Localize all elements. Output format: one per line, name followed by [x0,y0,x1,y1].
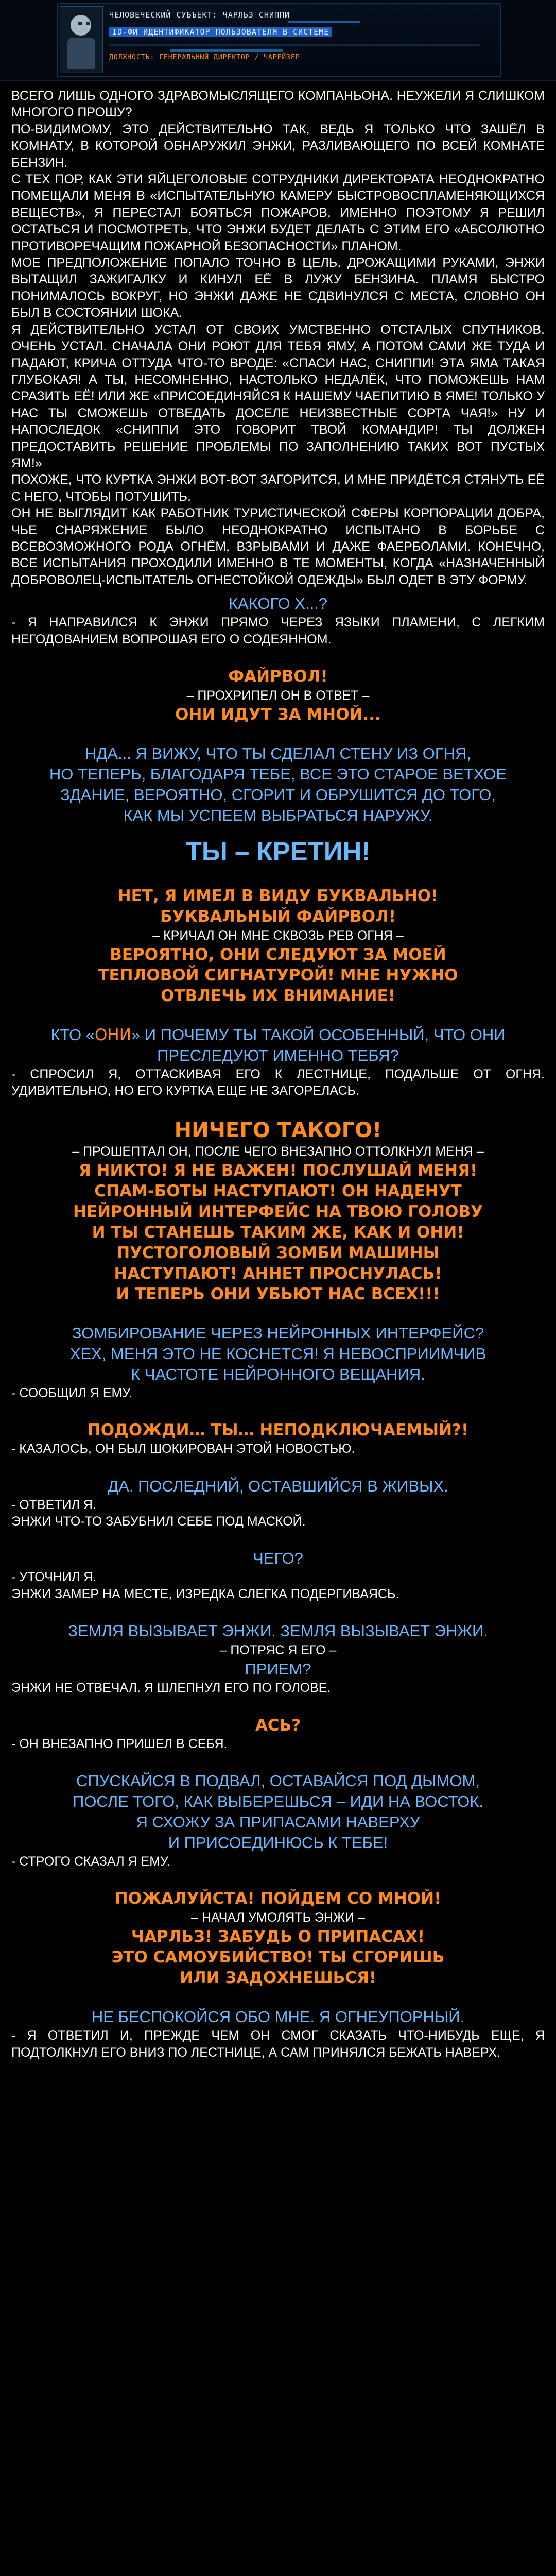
snippy-line: К ЧАСТОТЕ НЕЙРОННОГО ВЕЩАНИЯ. [131,1365,425,1383]
narration: ЭНЖИ ЗАМЕР НА МЕСТЕ, ИЗРЕДКА СЛЕГКА ПОДЕРГИВАЯСЬ. [11,1586,399,1601]
narration: - Я НАПРАВИЛСЯ К ЭНЖИ ПРЯМО ЧЕРЕЗ ЯЗЫКИ ПЛАМЕНИ, С ЛЕГКИМ НЕГОДОВАНИЕМ ВОПРОШАЯ ЕГО О СОДЕЯННОМ. [11,615,545,647]
snippy-text: » И ПОЧЕМУ ТЫ ТАКОЙ ОСОБЕННЫЙ, ЧТО ОНИ [131,1026,506,1044]
snippy-line: ДА. ПОСЛЕДНИЙ, ОСТАВШИЙСЯ В ЖИВЫХ. [108,1477,448,1495]
narration-tag: – ПРОХРИПЕЛ ОН В ОТВЕТ – [186,688,370,703]
they-highlight: ОНИ [95,1026,131,1044]
narration-tag: – ПРОШЕПТАЛ ОН, ПОСЛЕ ЧЕГО ВНЕЗАПНО ОТТОЛКНУЛ МЕНЯ – [72,1144,484,1159]
snippy-line: ЗЕМЛЯ ВЫЗЫВАЕТ ЭНЖИ. ЗЕМЛЯ ВЫЗЫВАЕТ ЭНЖИ. [68,1622,488,1640]
snippy-line: ПОСЛЕ ТОГО, КАК ВЫБЕРЕШЬСЯ – ИДИ НА ВОСТОК. [73,1792,483,1811]
paragraph: МОЕ ПРЕДПОЛОЖЕНИЕ ПОПАЛО ТОЧНО В ЦЕЛЬ. ДРОЖАЩИМИ РУКАМИ, ЭНЖИ ВЫТАЩИЛ ЗАЖИГАЛКУ И КИНУЛ ЕЁ В ЛУЖУ БЕНЗИНА. ПЛАМЯ БЫСТРО ПОНИМАЛОСЬ ВОКРУГ, НО ЭНЖИ ДАЖЕ НЕ СДВИНУЛСЯ С МЕСТА, СЛОВНО ОН БЫЛ В СОСТОЯНИИ ШОКА. [11,256,545,320]
story-content [0,81,556,2061]
narration: - УТОЧНИЛ Я. [11,1570,97,1585]
narration-tag: – КРИЧАЛ ОН МНЕ СКВОЗЬ РЕВ ОГНЯ – [152,928,404,943]
snippy-line: ХЕХ, МЕНЯ ЭТО НЕ КОСНЕТСЯ! Я НЕВОСПРИИМЧИВ [70,1344,486,1363]
angie-line: НЕТ, Я ИМЕЛ В ВИДУ БУКВАЛЬНО! [117,887,439,905]
banner-stripe [109,44,480,46]
angie-line: ПУСТОГОЛОВЫЙ ЗОМБИ МАШИНЫ [116,1243,440,1262]
narration-tag: – НАЧАЛ УМОЛЯТЬ ЭНЖИ – [191,1910,365,1925]
narration: - ОН ВНЕЗАПНО ПРИШЕЛ В СЕБЯ. [11,1736,228,1751]
snippy-shout: ТЫ – КРЕТИН! [185,837,371,866]
snippy-line: НДА... Я ВИЖУ, ЧТО ТЫ СДЕЛАЛ СТЕНУ ИЗ ОГНЯ, [84,744,472,762]
angie-line: ЭТО САМОУБИЙСТВО! ТЫ СГОРИШЬ [111,1948,445,1967]
snippy-line: СПУСКАЙСЯ В ПОДВАЛ, ОСТАВАЙСЯ ПОД ДЫМОМ, [76,1772,480,1790]
narration: - СТРОГО СКАЗАЛ Я ЕМУ. [11,1854,170,1869]
banner-line-1: ЧЕЛОВЕЧЕСКИЙ СУБЪЕКТ: ЧАРЛЬЗ СНИППИ [109,10,290,20]
banner-line-2: ID-ФИ ИДЕНТИФИКАТОР ПОЛЬЗОВАТЕЛЯ В СИСТЕМЕ [109,27,332,37]
angie-line: ОНИ ИДУТ ЗА МНОЙ... [175,705,381,724]
angie-line: СПАМ-БОТЫ НАСТУПАЮТ! ОН НАДЕНУТ [94,1181,462,1200]
banner-line-3: ДОЛЖНОСТЬ: ГЕНЕРАЛЬНЫЙ ДИРЕКТОР / ЧАРЕЙЗЕР [109,54,300,61]
snippy-text: КТО « [50,1026,95,1044]
narration: - СПРОСИЛ Я, ОТТАСКИВАЯ ЕГО К ЛЕСТНИЦЕ, ПОДАЛЬШЕ ОТ ОГНЯ. УДИВИТЕЛЬНО, НО ЕГО КУРТКА ЕЩЕ НЕ ЗАГОРЕЛАСЬ. [11,1067,545,1098]
avatar [60,6,103,73]
narration-tag: – ПОТРЯС Я ЕГО – [219,1643,337,1658]
snippy-line: КАК МЫ УСПЕЕМ ВЫБРАТЬСЯ НАРУЖУ. [123,806,433,824]
narration: - ОТВЕТИЛ Я. [11,1497,96,1512]
snippy-line: И ПРИСОЕДИНЮСЬ К ТЕБЕ! [168,1834,388,1852]
narration: - КАЗАЛОСЬ, ОН БЫЛ ШОКИРОВАН ЭТОЙ НОВОСТЬЮ. [11,1442,355,1456]
angie-line: АСЬ? [255,1716,301,1735]
angie-line: ПОЖАЛУЙСТА! ПОЙДЕМ СО МНОЙ! [114,1889,442,1908]
paragraph: ПО-ВИДИМОМУ, ЭТО ДЕЙСТВИТЕЛЬНО ТАК, ВЕДЬ Я ТОЛЬКО ЧТО ЗАШЁЛ В КОМНАТУ, В КОТОРОЙ ОБНАРУЖИЛ ЭНЖИ, РАЗЛИВАЮЩЕГО ПО ВСЕЙ КОМНАТЕ БЕНЗИН. [11,122,545,170]
angie-line: ИЛИ ЗАДОХНЕШЬСЯ! [179,1969,377,1988]
paragraph: С ТЕХ ПОР, КАК ЭТИ ЯЙЦЕГОЛОВЫЕ СОТРУДНИКИ ДИРЕКТОРАТА НЕОДНОКРАТНО ПОМЕЩАЛИ МЕНЯ В «ИСПЫТАТЕЛЬНУЮ КАМЕРУ БЫСТРОВОСПЛАМЕНЯЮЩИХСЯ ВЕЩЕСТВ», Я ПЕРЕСТАЛ БОЯТЬСЯ ПОЖАРОВ. ИМЕННО ПОЭТОМУ Я РЕШИЛ ОСТАТЬСЯ И ПОСМОТРЕТЬ, ЧТО ЭНЖИ БУДЕТ ДЕЛАТЬ С ЭТИМ ЕГО «АБСОЛЮТНО ПРОТИВОРЕЧАЩИМ ПОЖАРНОЙ БЕЗОПАСНОСТИ» ПЛАНОМ. [11,172,545,253]
angie-line: ОТВЛЕЧЬ ИХ ВНИМАНИЕ! [161,987,395,1005]
snippy-line: ПРЕСЛЕДУЮТ ИМЕННО ТЕБЯ? [157,1046,399,1064]
narration: ЭНЖИ ЧТО-ТО ЗАБУБНИЛ СЕБЕ ПОД МАСКОЙ. [11,1514,306,1529]
snippy-line [11,1025,545,1045]
narration: - СООБЩИЛ Я ЕМУ. [11,1385,132,1400]
snippy-line: ПРИЕМ? [245,1660,311,1679]
angie-line: НАСТУПАЮТ! АННЕТ ПРОСНУЛАСЬ! [114,1264,442,1283]
angie-line: ВЕРОЯТНО, ОНИ СЛЕДУЮТ ЗА МОЕЙ [110,945,446,964]
angie-line: ТЕПЛОВОЙ СИГНАТУРОЙ! МНЕ НУЖНО [98,966,458,985]
angie-line: БУКВАЛЬНЫЙ ФАЙРВОЛ! [160,907,396,926]
snippy-line: Я СХОЖУ ЗА ПРИПАСАМИ НАВЕРХУ [136,1813,420,1832]
angie-line: И ТЫ СТАНЕШЬ ТАКИМ ЖЕ, КАК И ОНИ! [92,1223,464,1242]
narration: - Я ОТВЕТИЛ И, ПРЕЖДЕ ЧЕМ ОН СМОГ СКАЗАТЬ ЧТО-НИБУДЬ ЕЩЕ, Я ПОДТОЛКНУЛ ЕГО ВНИЗ ПО ЛЕСТНИЦЕ, А САМ ПРИНЯЛСЯ БЕЖАТЬ НАВЕРХ. [11,2028,545,2060]
paragraph: ПОХОЖЕ, ЧТО КУРТКА ЭНЖИ ВОТ-ВОТ ЗАГОРИТСЯ, И МНЕ ПРИДЁТСЯ СТЯНУТЬ ЕЁ С НЕГО, ЧТОБЫ ПОТУШИТЬ. [11,472,545,504]
angie-line: НИЧЕГО ТАКОГО! [174,1118,382,1142]
angie-line: И ТЕПЕРЬ ОНИ УБЬЮТ НАС ВСЕХ!!! [116,1284,440,1303]
snippy-line: ЗОМБИРОВАНИЕ ЧЕРЕЗ НЕЙРОННЫХ ИНТЕРФЕЙС? [72,1324,484,1342]
angie-line: НЕЙРОННЫЙ ИНТЕРФЕЙС НА ТВОЮ ГОЛОВУ [73,1202,483,1221]
paragraph: ОН НЕ ВЫГЛЯДИТ КАК РАБОТНИК ТУРИСТИЧЕСКОЙ СФЕРЫ КОРПОРАЦИИ ДОБРА, ЧЬЕ СНАРЯЖЕНИЕ БЫЛО НЕОДНОКРАТНО ИСПЫТАНО В БОРЬБЕ С ВСЕВОЗМОЖНОГО РОДА ОГНЁМ, ВЗРЫВАМИ И ДАЖЕ ФАЕРБОЛАМИ. КОНЕЧНО, ВСЕ ИСПЫТАНИЯ ПРОХОДИЛИ ИМЕННО В ТЕ МОМЕНТЫ, КОГДА «НАЗНАЧЕННЫЙ ДОБРОВОЛЕЦ-ИСПЫТАТЕЛЬ ОГНЕСТОЙКОЙ ОДЕЖДЫ» БЫЛ ОДЕТ В ЭТУ ФОРМУ. [11,506,545,587]
angie-line: Я НИКТО! Я НЕ ВАЖЕН! ПОСЛУШАЙ МЕНЯ! [78,1161,478,1180]
paragraph: ВСЕГО ЛИШЬ ОДНОГО ЗДРАВОМЫСЛЯЩЕГО КОМПАНЬОНА. НЕУЖЕЛИ Я СЛИШКОМ МНОГОГО ПРОШУ? [11,89,545,120]
angie-line: ФАЙРВОЛ! [228,667,328,686]
snippy-line: КАКОГО Х...? [228,595,328,613]
paragraph: Я ДЕЙСТВИТЕЛЬНО УСТАЛ ОТ СВОИХ УМСТВЕННО ОТСТАЛЫХ СПУТНИКОВ. ОЧЕНЬ УСТАЛ. СНАЧАЛА ОНИ РОЮТ ДЛЯ ТЕБЯ ЯМУ, А ПОТОМ САМИ ЖЕ ТУДА И ПАДАЮТ, КРИЧА ОТТУДА ЧТО-ТО ВРОДЕ: «СПАСИ НАС, СНИППИ! ЭТА ЯМА ТАКАЯ ГЛУБОКАЯ! А ТЫ, НЕСОМНЕННО, НАСТОЛЬКО НЕДАЛЁК, ЧТО ПОМОЖЕШЬ НАМ СРАЗИТЬ ЕЁ! ИЛИ ЖЕ «ПРИСОЕДИНЯЙСЯ К НАШЕМУ ЧАЕПИТИЮ В ЯМЕ! ТОЛЬКО У НАС ТЫ СМОЖЕШЬ ОТВЕДАТЬ ДОСЕЛЕ НЕИЗВЕСТНЫЕ СОРТА ЧАЯ!» НУ И НАПОСЛЕДОК «СНИППИ ЭТО ГОВОРИТ ТВОЙ КОМАНДИР! ТЫ ДОЛЖЕН ПРЕДОСТАВИТЬ РЕШЕНИЕ ПРОБЛЕМЫ ПО ЗАПОЛНЕНИЮ ТАКИХ ВОТ ПУСТЫХ ЯМ!» [11,322,545,470]
snippy-line: ЧЕГО? [253,1549,303,1568]
snippy-line: ЗДАНИЕ, ВЕРОЯТНО, СГОРИТ И ОБРУШИТСЯ ДО ТОГО, [60,786,496,804]
snippy-line: НЕ БЕСПОКОЙСЯ ОБО МНЕ. Я ОГНЕУПОРНЫЙ. [91,2008,465,2026]
angie-line: ПОДОЖДИ… ТЫ… НЕПОДКЛЮЧАЕМЫЙ?! [87,1421,469,1440]
narration: ЭНЖИ НЕ ОТВЕЧАЛ. Я ШЛЕПНУЛ ЕГО ПО ГОЛОВЕ. [11,1681,331,1696]
snippy-line: НО ТЕПЕРЬ, БЛАГОДАРЯ ТЕБЕ, ВСЕ ЭТО СТАРОЕ ВЕТХОЕ [49,765,507,783]
angie-line: ЧАРЛЬЗ! ЗАБУДЬ О ПРИПАСАХ! [131,1927,425,1946]
header-banner [0,0,556,81]
